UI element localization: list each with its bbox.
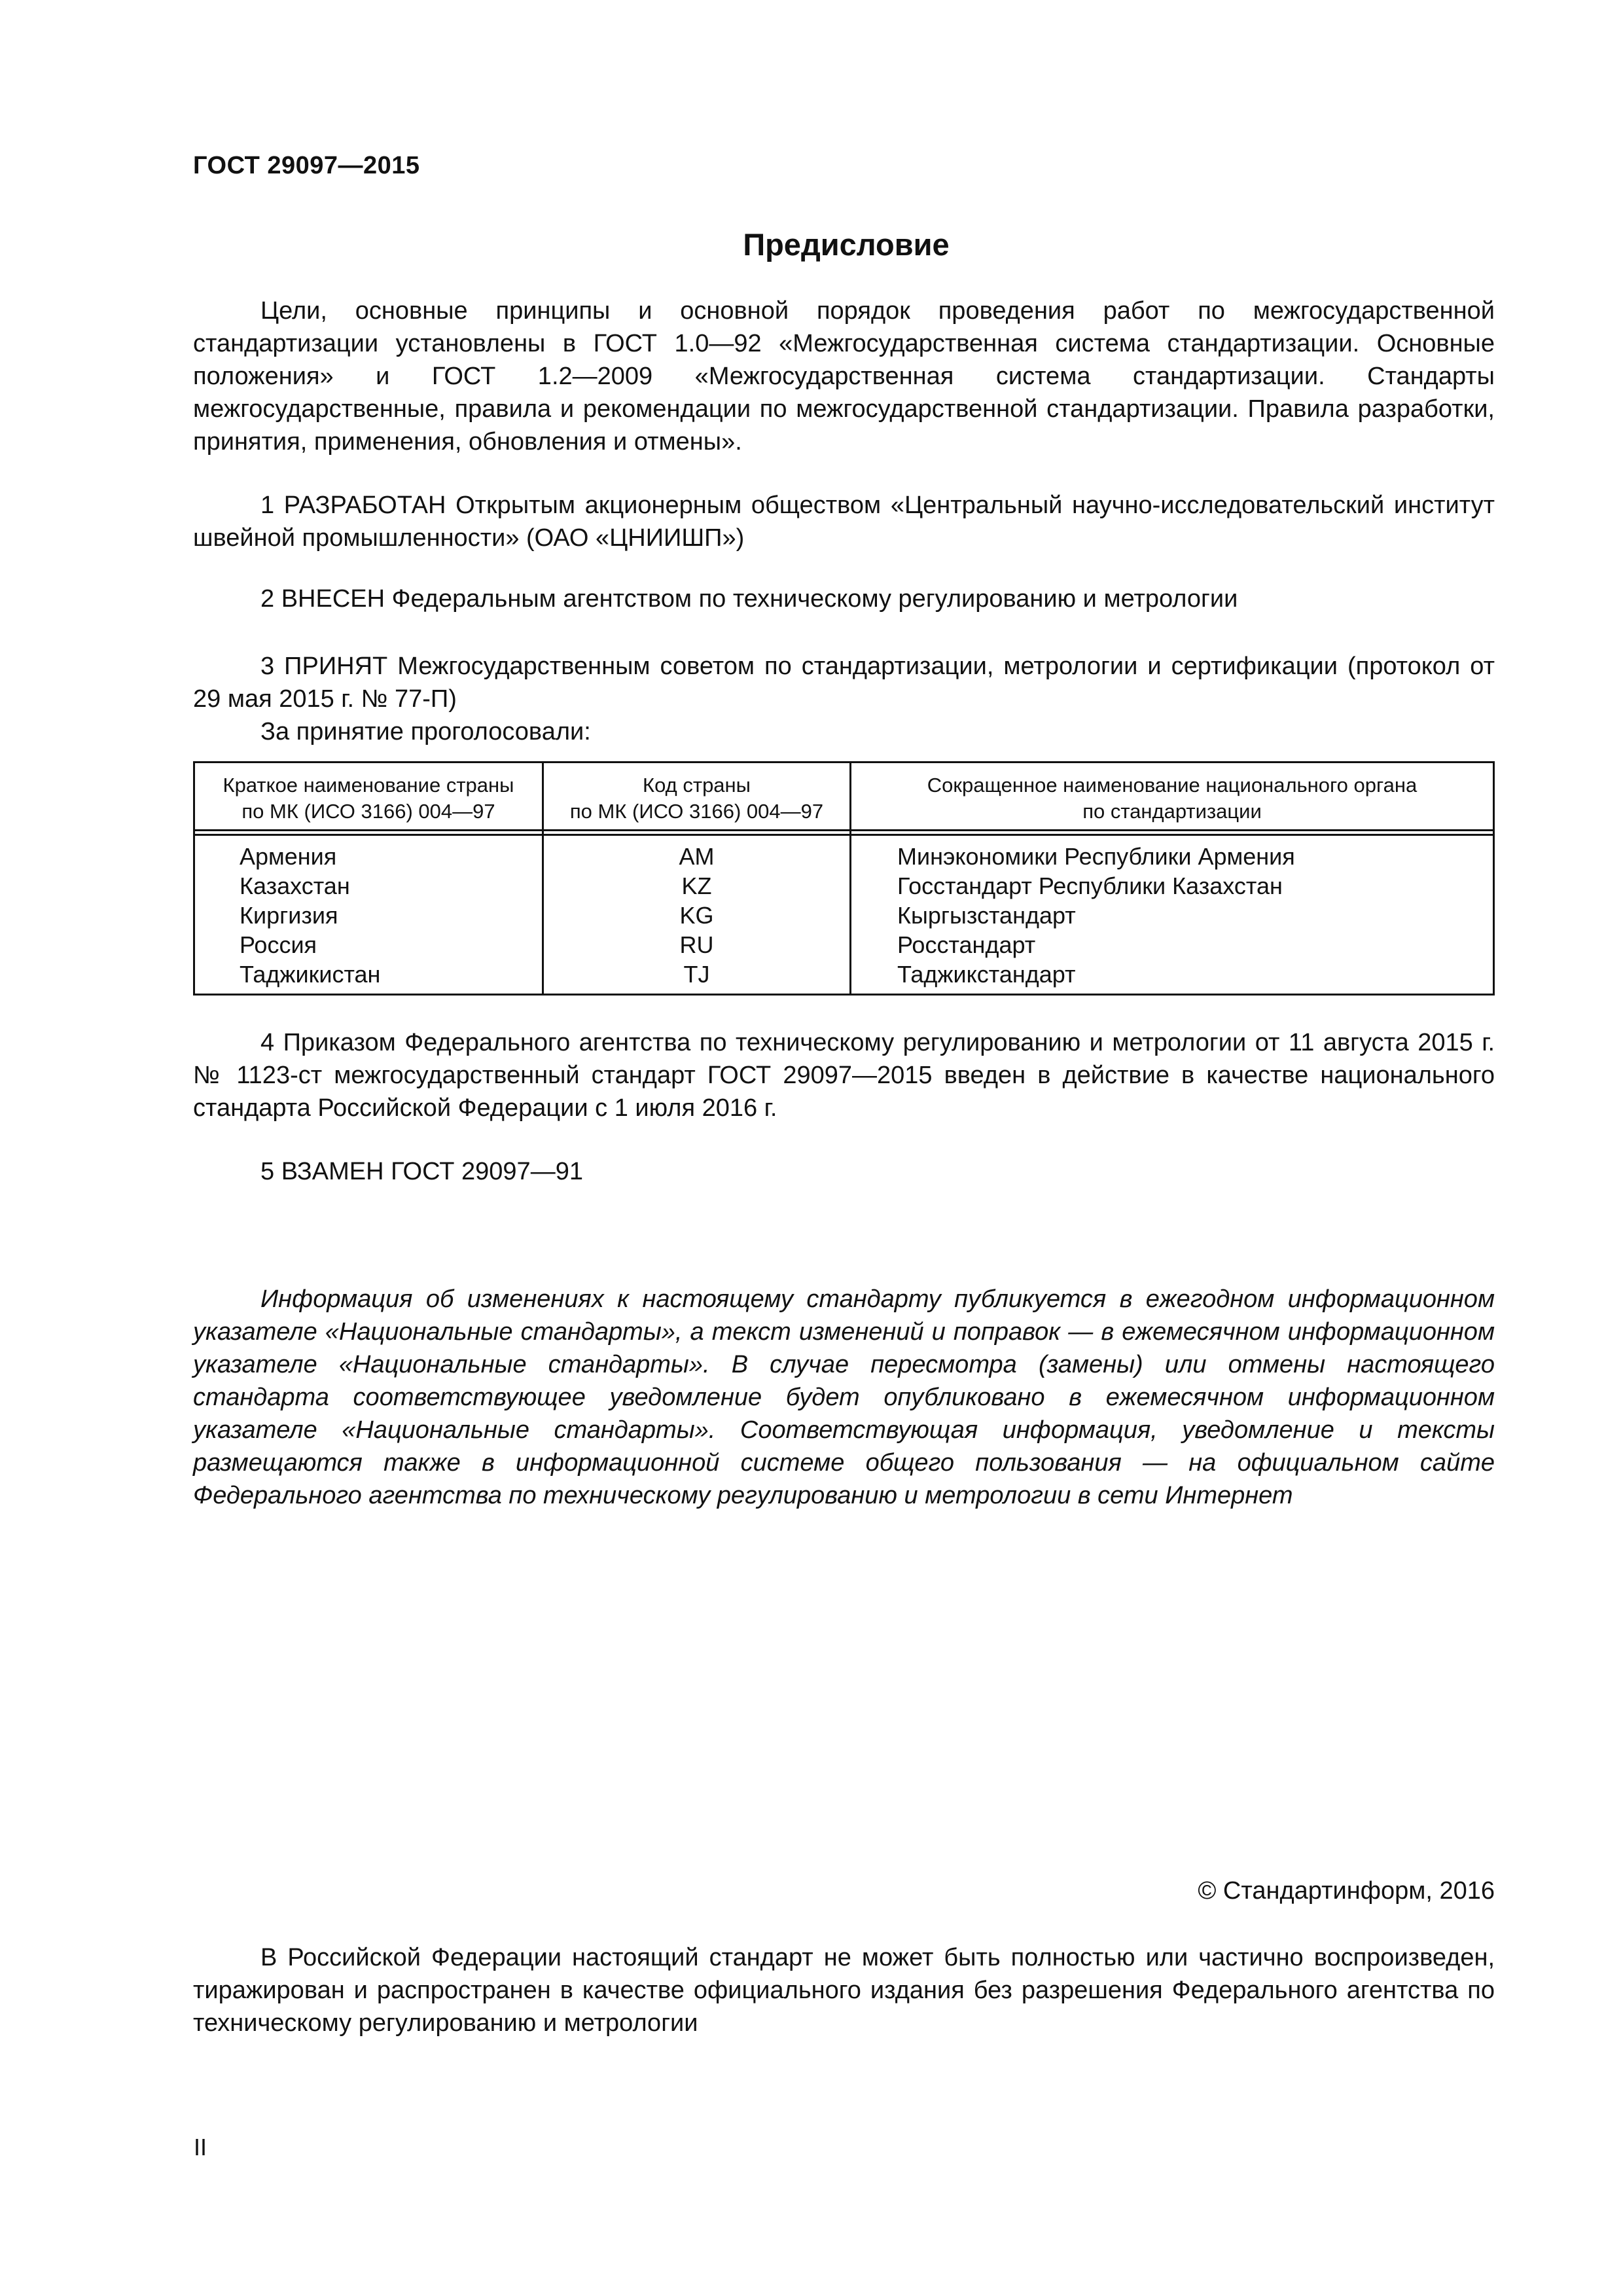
table-cell-country: Россия bbox=[240, 931, 317, 958]
item-5-replaces: 5 ВЗАМЕН ГОСТ 29097—91 bbox=[260, 1158, 583, 1185]
table-cell-code: AM bbox=[679, 843, 715, 870]
table-cell-code: KG bbox=[679, 902, 714, 929]
voted-label: За принятие проголосовали: bbox=[260, 718, 591, 745]
item-4-enacted: 4 Приказом Федерального агентства по техническому регулированию и метрологии от 11 августа 2015 г. № 1123-ст межгосударственный стандарт ГОСТ 29097—2015 введен в действие в качестве национального стандарта Российской Федерации с 1 июля 2016 г. bbox=[193, 1029, 1495, 1122]
copyright: © Стандартинформ, 2016 bbox=[1198, 1877, 1495, 1905]
table-cell-body: Госстандарт Республики Казахстан bbox=[897, 872, 1283, 899]
table-cell-country: Казахстан bbox=[240, 872, 350, 899]
changes-info-paragraph: Информация об изменениях к настоящему стандарту публикуется в ежегодном информационном указателе «Национальные стандарты», а текст изменений и поправок — в ежемесячном информационном указателе «Национальные стандарты». В случае пересмотра (замены) или отмены настоящего стандарта соответствующее уведомление будет опубликовано в ежемесячном информационном указателе «Национальные стандарты». Соответствующая информация, уведомление и тексты размещаются также в информационной системе общего пользования — на официальном сайте Федерального агентства по техническому регулированию и метрологии в сети Интернет bbox=[193, 1285, 1495, 1509]
page-title: Предисловие bbox=[743, 227, 950, 262]
table-cell-country: Киргизия bbox=[240, 902, 338, 929]
table-header-body: Сокращенное наименование национального органа по стандартизации bbox=[927, 774, 1418, 823]
page-number: II bbox=[194, 2134, 207, 2161]
item-2-submitted: 2 ВНЕСЕН Федеральным агентством по техническому регулированию и метрологии bbox=[260, 585, 1238, 613]
document-id: ГОСТ 29097—2015 bbox=[193, 152, 420, 179]
table-cell-code: RU bbox=[679, 931, 714, 958]
table-cell-country: Таджикистан bbox=[240, 961, 381, 988]
legal-notice: В Российской Федерации настоящий стандарт не может быть полностью или частично воспроизведен, тиражирован и распространен в качестве официального издания без разрешения Федерального агентства по техническому регулированию и метрологии bbox=[193, 1944, 1495, 2037]
table-cell-body: Минэкономики Республики Армения bbox=[897, 843, 1295, 870]
table-header-code: Код страны по МК (ИСО 3166) 004—97 bbox=[569, 774, 824, 823]
table-header-country: Краткое наименование страны по МК (ИСО 3166) 004—97 bbox=[223, 774, 514, 823]
item-1-developed: 1 РАЗРАБОТАН Открытым акционерным обществом «Центральный научно-исследовательский институт швейной промышленности» (ОАО «ЦНИИШП») bbox=[193, 492, 1495, 552]
table-cell-code: TJ bbox=[683, 961, 710, 988]
table-cell-body: Кыргызстандарт bbox=[897, 902, 1076, 929]
table-cell-body: Таджикстандарт bbox=[897, 961, 1076, 988]
intro-paragraph: Цели, основные принципы и основной порядок проведения работ по межгосударственной стандартизации установлены в ГОСТ 1.0—92 «Межгосударственная система стандартизации. Основные положения» и ГОСТ 1.2—2009 «Межгосударственная система стандартизации. Стандарты межгосударственные, правила и рекомендации по межгосударственной стандартизации. Правила разработки, принятия, применения, обновления и отмены». bbox=[193, 297, 1495, 456]
table-cell-code: KZ bbox=[681, 872, 712, 899]
item-3-adopted: 3 ПРИНЯТ Межгосударственным советом по стандартизации, метрологии и сертификации (протокол от 29 мая 2015 г. № 77-П) bbox=[193, 653, 1495, 713]
table-cell-body: Росстандарт bbox=[897, 931, 1036, 958]
voting-table bbox=[193, 761, 1495, 996]
table-cell-country: Армения bbox=[240, 843, 337, 870]
